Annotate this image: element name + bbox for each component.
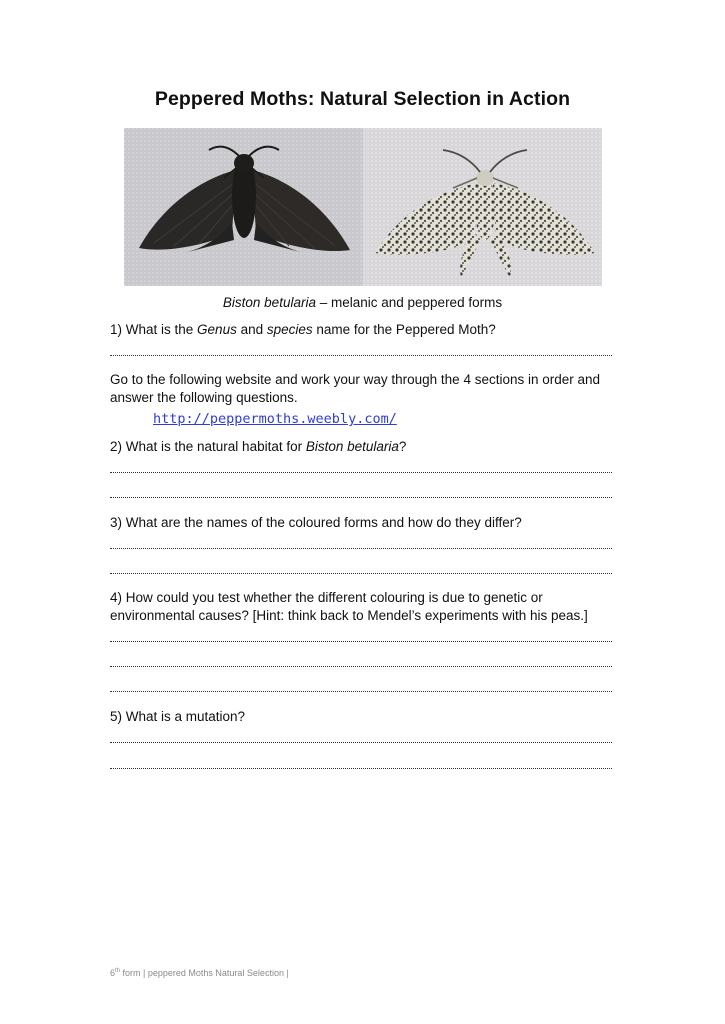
answer-line-4c[interactable] bbox=[110, 689, 612, 692]
melanic-moth-photo bbox=[124, 128, 363, 286]
page-title: Peppered Moths: Natural Selection in Action bbox=[154, 88, 571, 110]
answer-line-4b[interactable] bbox=[110, 664, 612, 667]
footer-number: 6 bbox=[110, 968, 116, 978]
moth-photos bbox=[124, 128, 602, 286]
instructions: Go to the following website and work your way through the 4 sections in order and answer the following questions. bbox=[110, 372, 601, 405]
footer-ordinal: th bbox=[115, 968, 121, 974]
question-1 bbox=[110, 321, 615, 339]
q2-text-b: ? bbox=[398, 439, 407, 454]
q2-text-a: 2) What is the natural habitat for bbox=[110, 439, 306, 454]
page-footer bbox=[110, 968, 289, 978]
caption-species: Biston betularia bbox=[222, 295, 316, 310]
answer-line-3a[interactable] bbox=[110, 546, 612, 549]
q1-text-c: name for the Peppered Moth? bbox=[312, 322, 496, 337]
q2-species: Biston betularia bbox=[305, 439, 399, 454]
question-3: 3) What are the names of the coloured forms and how do they differ? bbox=[110, 515, 522, 530]
q1-text-a: 1) What is the bbox=[110, 322, 198, 337]
answer-line-3b[interactable] bbox=[110, 571, 612, 574]
question-2 bbox=[110, 438, 615, 456]
answer-line-5b[interactable] bbox=[110, 766, 612, 769]
answer-line-5a[interactable] bbox=[110, 740, 612, 743]
q1-genus: Genus bbox=[197, 322, 237, 337]
website-link[interactable]: http://peppermoths.weebly.com/ bbox=[153, 411, 397, 427]
q1-species: species bbox=[266, 322, 313, 337]
peppered-moth-photo bbox=[363, 128, 602, 286]
answer-line-4a[interactable] bbox=[110, 639, 612, 642]
question-5: 5) What is a mutation? bbox=[110, 709, 246, 724]
q1-text-b: and bbox=[236, 322, 267, 337]
caption-text: – melanic and peppered forms bbox=[315, 295, 503, 310]
photo-caption bbox=[0, 295, 725, 310]
answer-line-2b[interactable] bbox=[110, 495, 612, 498]
question-4: 4) How could you test whether the different colouring is due to genetic or environmental causes? [Hint: think back to Mendel’s experiments with his peas.] bbox=[110, 590, 588, 623]
footer-text: form | peppered Moths Natural Selection | bbox=[120, 968, 289, 978]
answer-line-1[interactable] bbox=[110, 353, 612, 356]
answer-line-2a[interactable] bbox=[110, 470, 612, 473]
